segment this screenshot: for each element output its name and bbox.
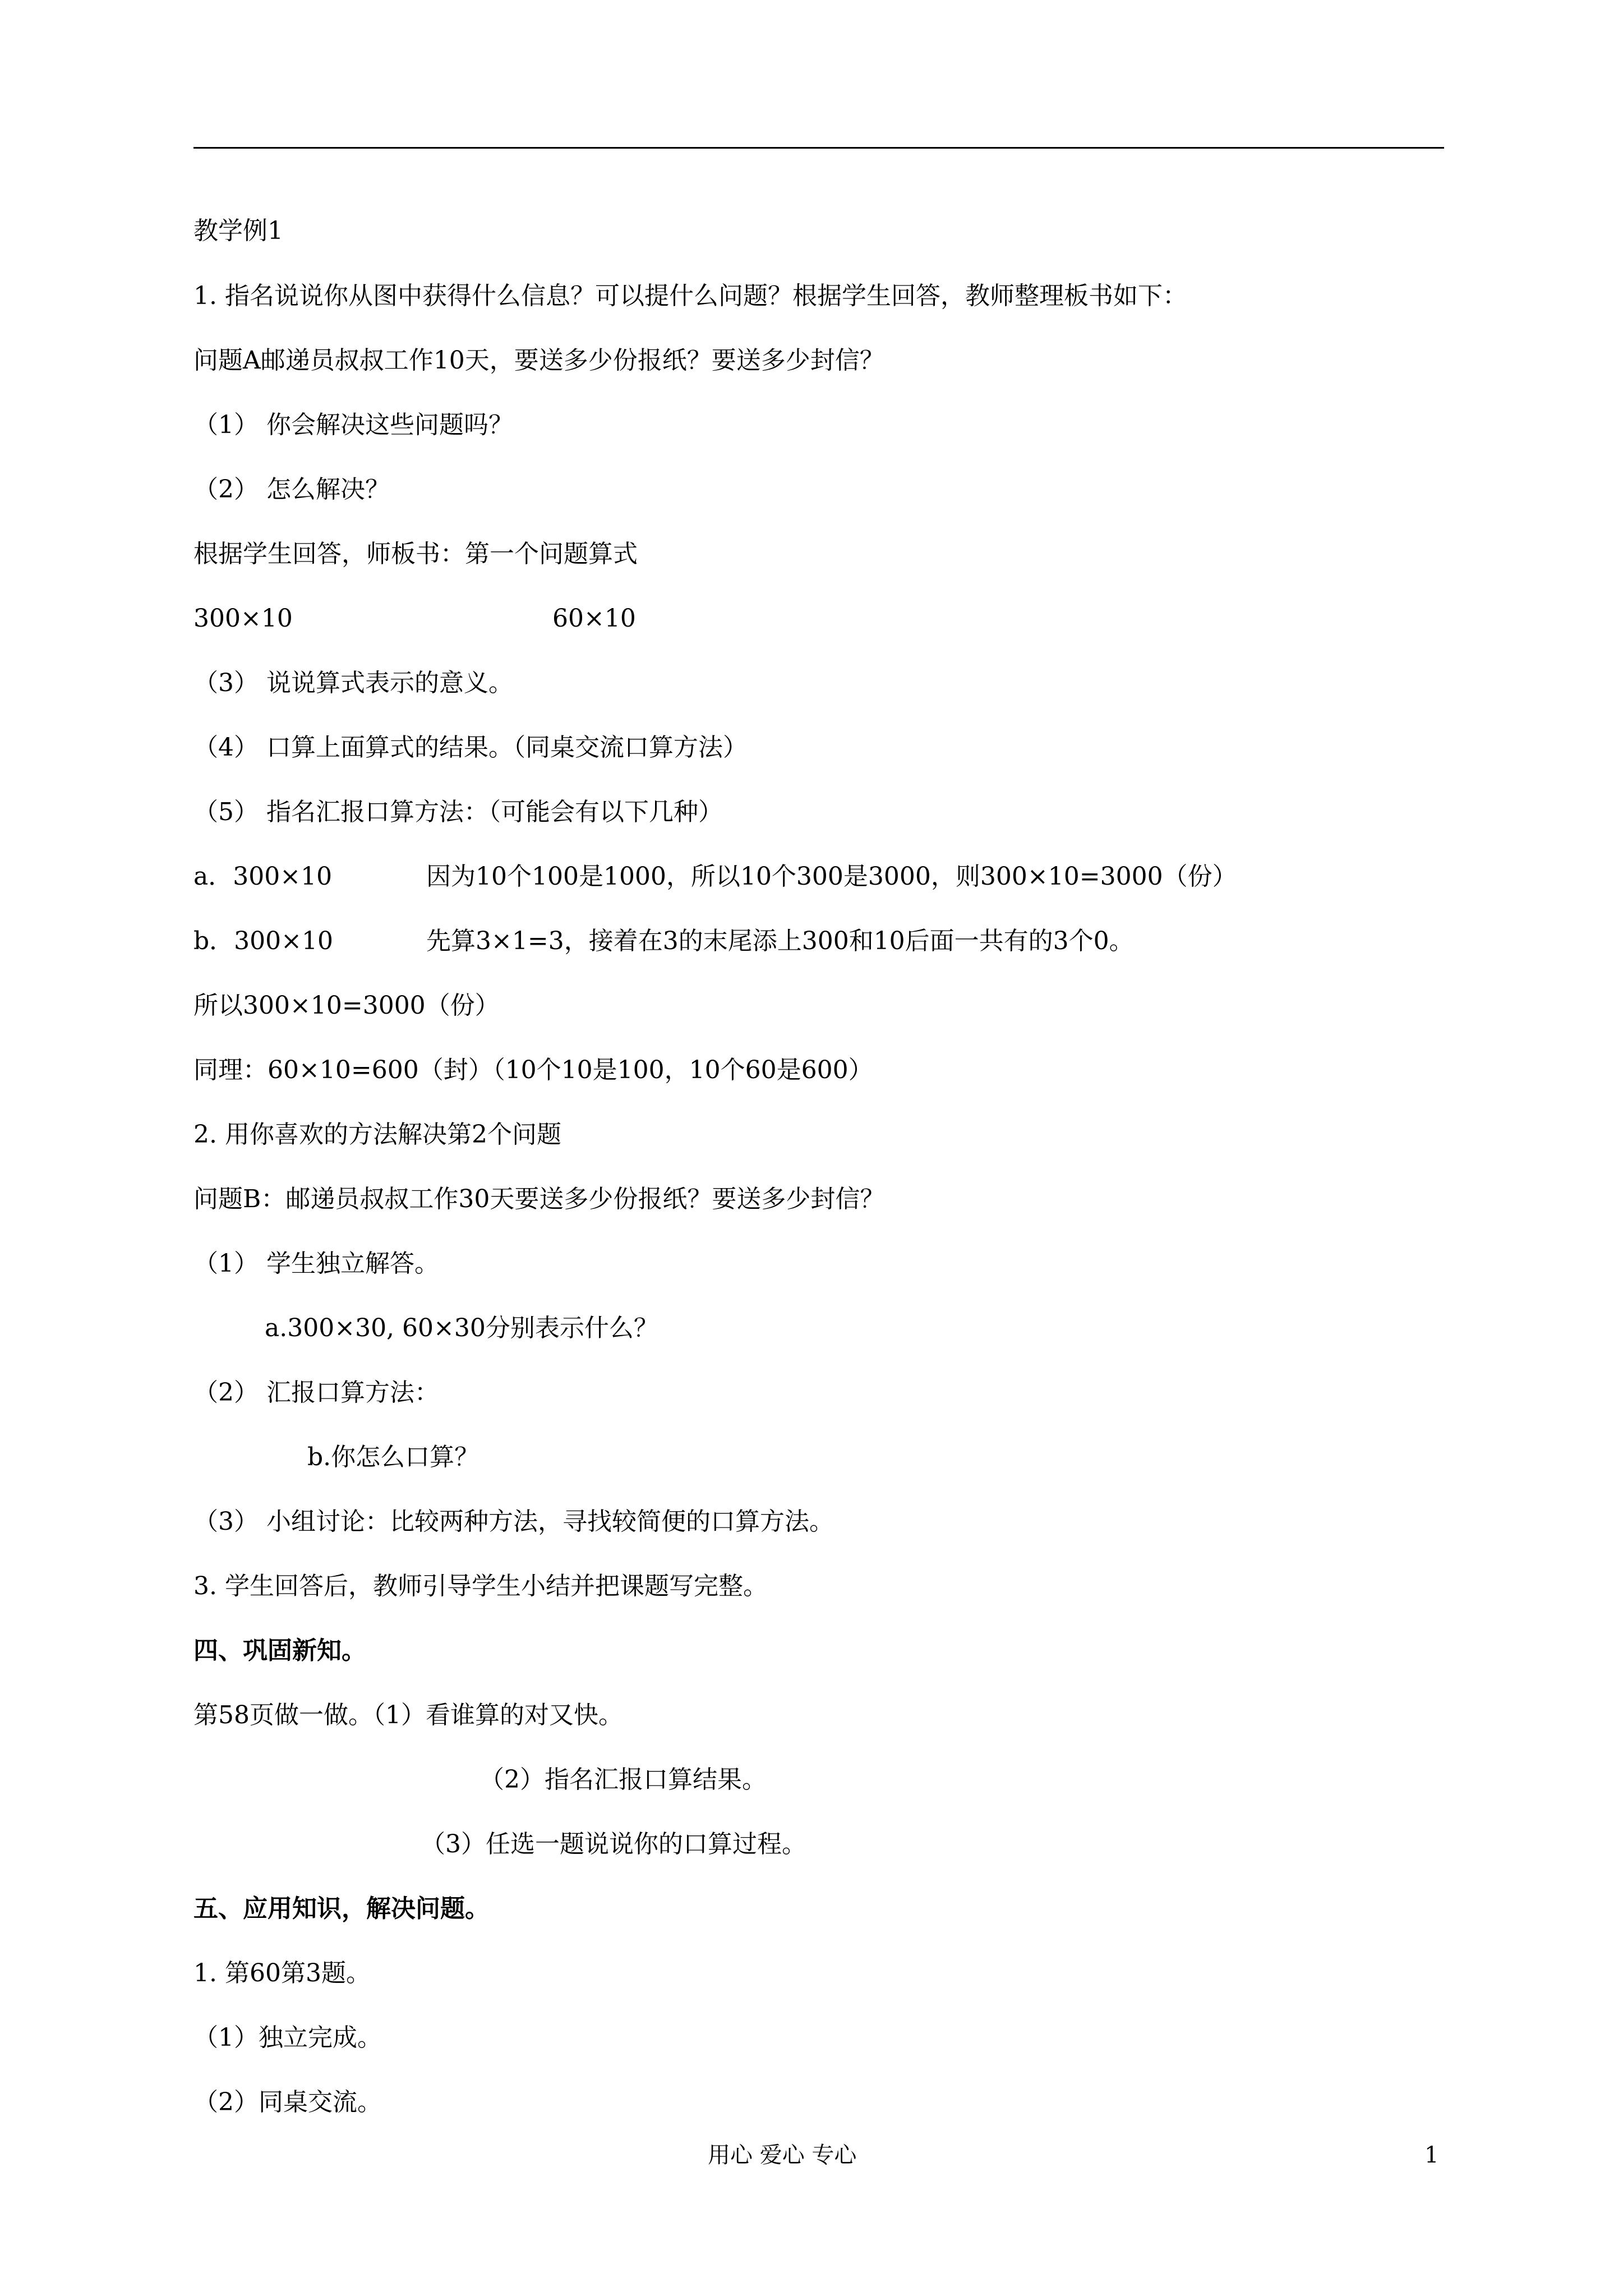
text-line: （3） 小组讨论：比较两种方法，寻找较简便的口算方法。: [193, 1507, 834, 1536]
text-line: 1. 第60第3题。: [193, 1959, 371, 1987]
text-line: b.你怎么口算？: [307, 1443, 479, 1471]
text-line: （5） 指名汇报口算方法：（可能会有以下几种）: [193, 798, 723, 826]
text-line: （2） 汇报口算方法：: [193, 1378, 439, 1407]
text-line: 1. 指名说说你从图中获得什么信息？可以提什么问题？根据学生回答，教师整理板书如下：: [193, 282, 1187, 310]
text-line: 根据学生回答，师板书：第一个问题算式: [193, 540, 638, 568]
page-number: 1: [1424, 2142, 1439, 2168]
text-line: 因为10个100是1000，所以10个300是3000，则300×10=3000（份）: [426, 862, 1237, 891]
text-line: （2）指名汇报口算结果。: [479, 1765, 767, 1794]
text-line: （2） 怎么解决？: [193, 475, 390, 504]
section-heading: 五、应用知识，解决问题。: [193, 1894, 490, 1923]
text-line: 所以300×10=3000（份）: [193, 991, 500, 1020]
text-line: 2. 用你喜欢的方法解决第2个问题: [193, 1120, 561, 1149]
text-line: 问题B：邮递员叔叔工作30天要送多少份报纸？要送多少封信？: [193, 1185, 885, 1213]
text-line: 问题A邮递员叔叔工作10天，要送多少份报纸？要送多少封信？: [193, 346, 884, 375]
text-line: 同理：60×10=600（封）（10个10是100，10个60是600）: [193, 1056, 873, 1084]
section-heading: 四、巩固新知。: [193, 1636, 366, 1665]
text-line: （3）任选一题说说你的口算过程。: [421, 1830, 806, 1858]
text-line: a．300×10: [193, 862, 333, 891]
text-line: 第58页做一做。（1）看谁算的对又快。: [193, 1701, 623, 1729]
text-line: 先算3×1=3，接着在3的末尾添上300和10后面一共有的3个0。: [426, 927, 1134, 955]
text-line: a.300×30, 60×30分别表示什么？: [265, 1314, 658, 1342]
text-line: （2）同桌交流。: [193, 2088, 382, 2116]
text-line: （1） 你会解决这些问题吗？: [193, 411, 513, 439]
text-line: （4） 口算上面算式的结果。（同桌交流口算方法）: [193, 733, 748, 762]
text-line: 教学例1: [193, 217, 283, 245]
text-line: 300×10: [193, 604, 293, 633]
header-rule: [193, 147, 1444, 149]
text-line: （1）独立完成。: [193, 2023, 382, 2052]
text-line: （3） 说说算式表示的意义。: [193, 669, 513, 697]
text-line: 3. 学生回答后，教师引导学生小结并把课题写完整。: [193, 1572, 768, 1600]
text-line: （1） 学生独立解答。: [193, 1249, 439, 1278]
footer-text: 用心 爱心 专心: [708, 2142, 857, 2168]
text-line: b．300×10: [193, 927, 334, 955]
text-line: 60×10: [552, 604, 636, 633]
